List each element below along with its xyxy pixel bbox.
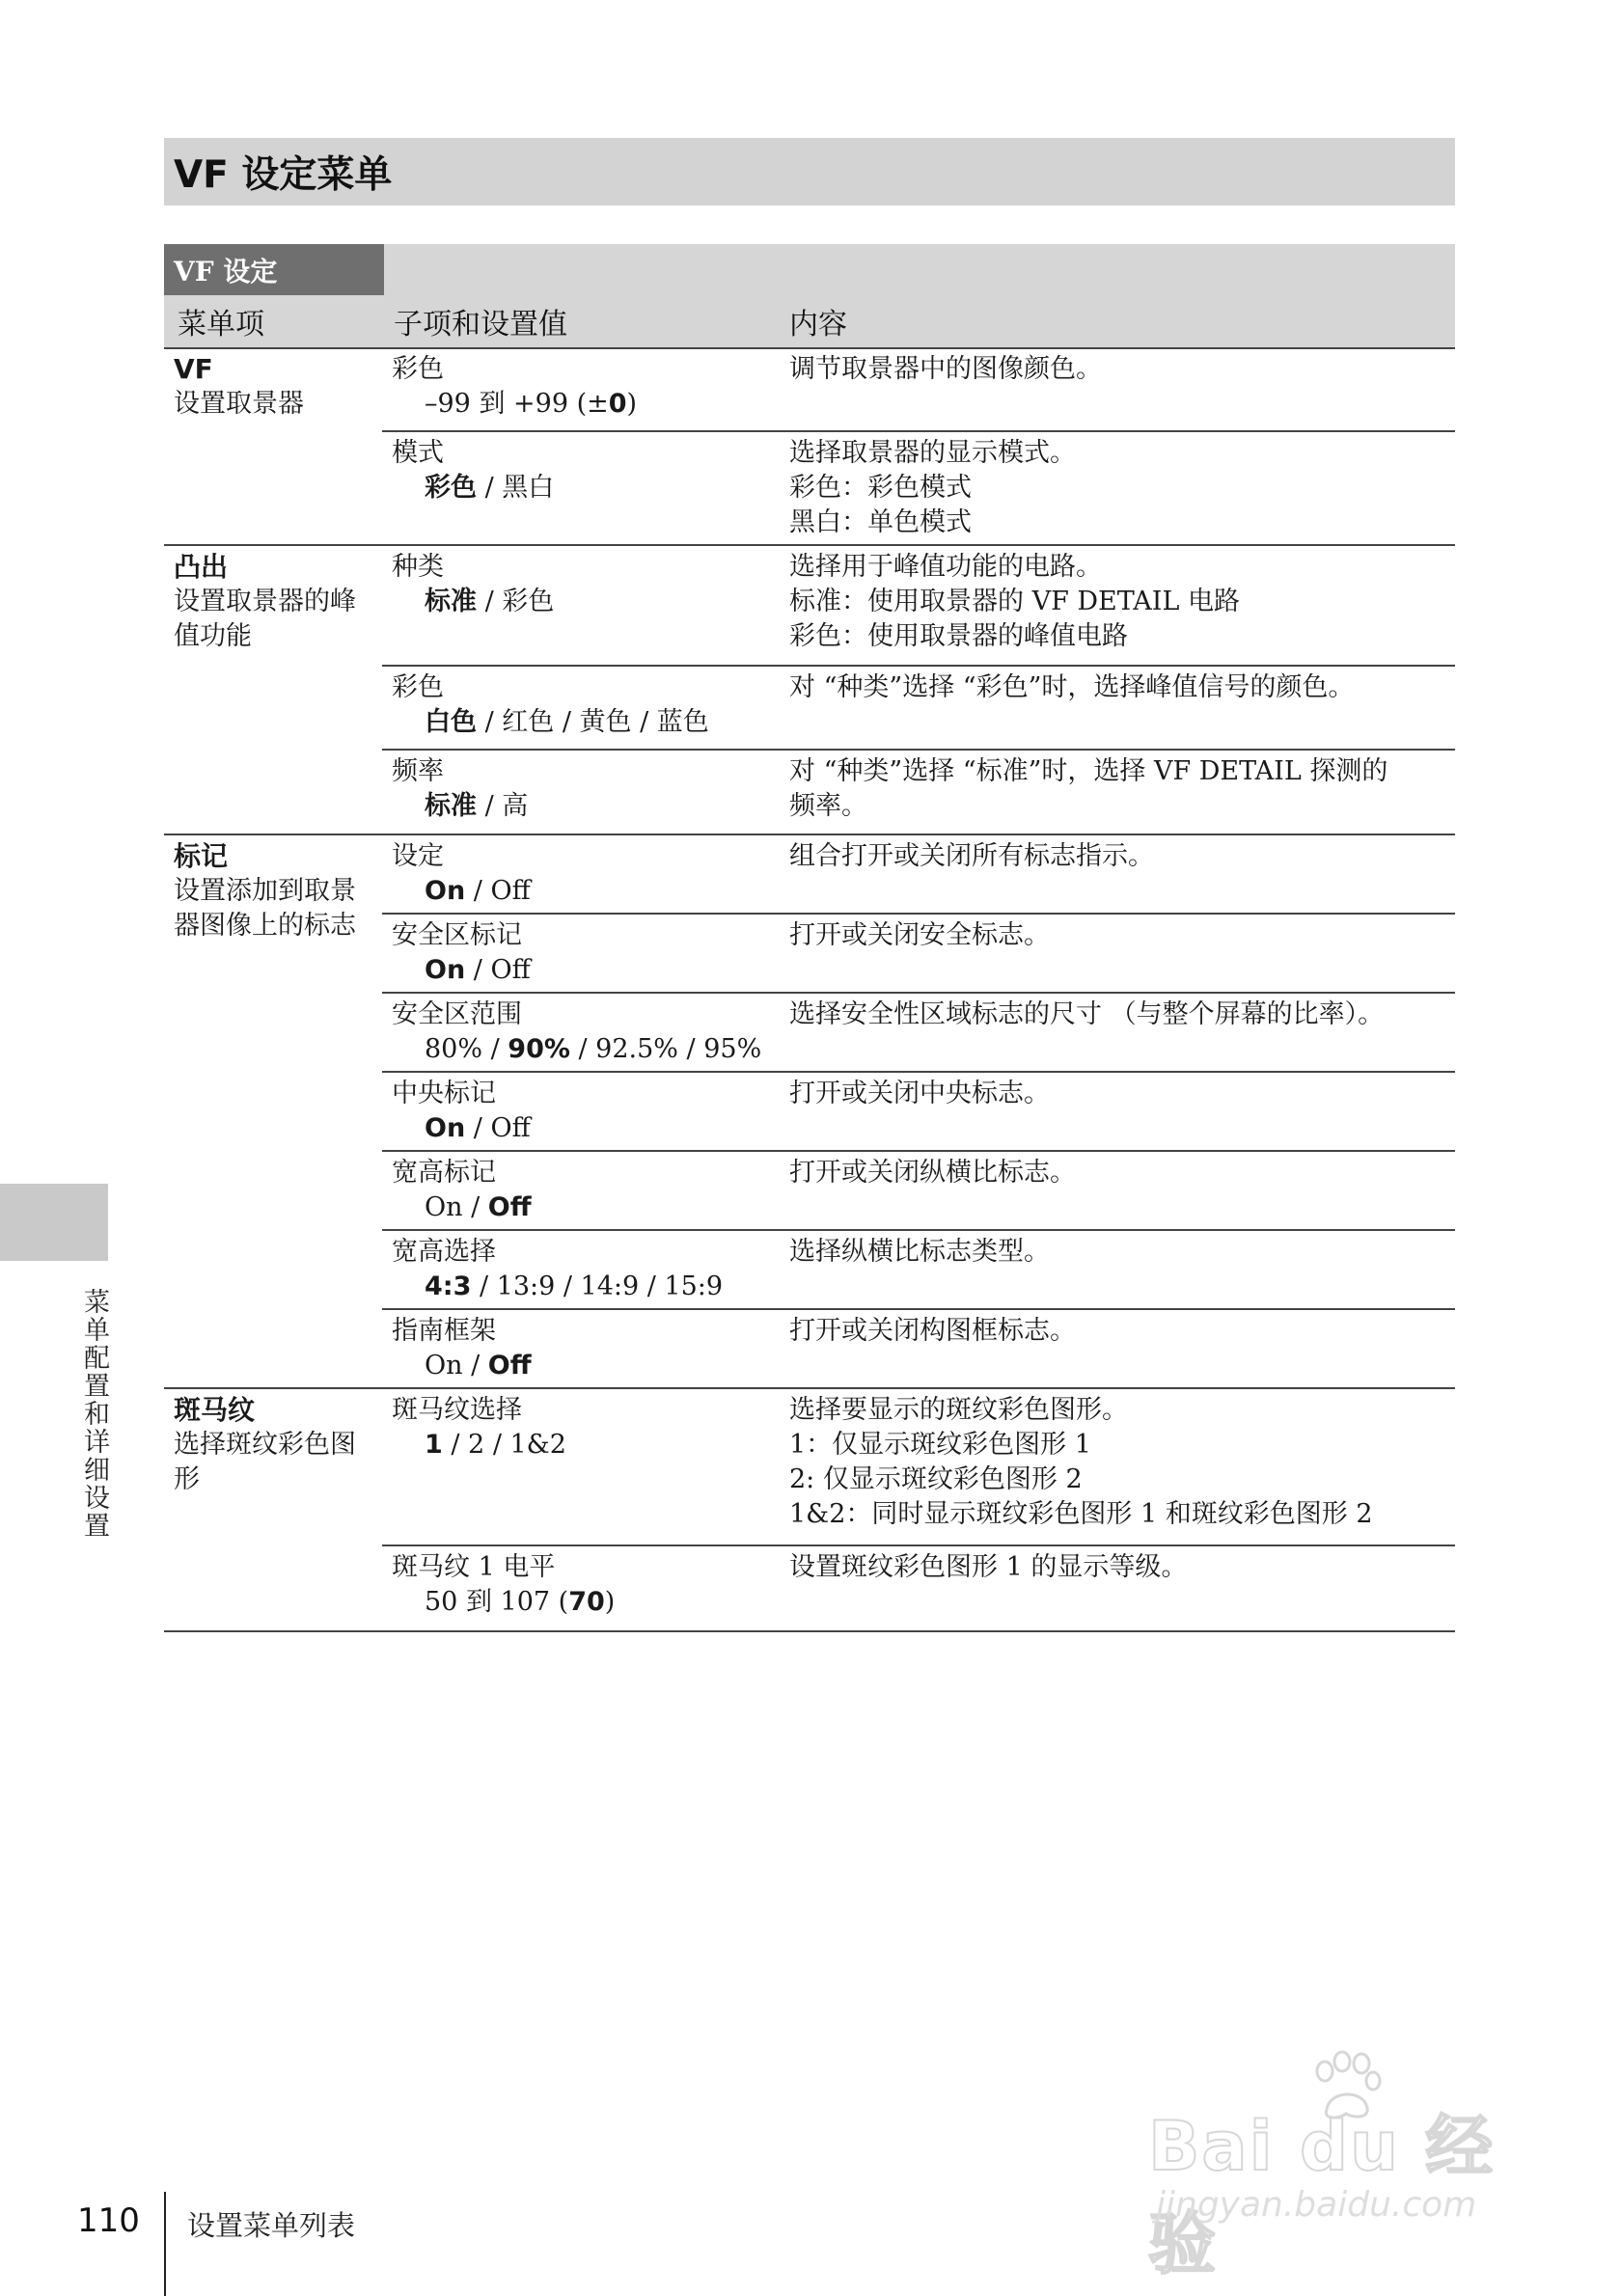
default-value: 标准 — [425, 587, 477, 616]
sub-item-label: 设定 — [392, 841, 444, 871]
default-value: Off — [487, 1351, 532, 1380]
content-line: 打开或关闭中央标志。 — [789, 1079, 1050, 1108]
content-line: 打开或关闭安全标志。 — [789, 920, 1050, 950]
column-header-content: 内容 — [789, 308, 847, 342]
menu-item-cell — [174, 550, 371, 654]
content-cell — [789, 1077, 1455, 1111]
menu-item-description: 设置取景器 — [174, 389, 304, 419]
content-cell — [789, 550, 1455, 654]
content-line: 组合打开或关闭所有标志指示。 — [789, 841, 1154, 871]
sub-item-cell — [392, 1550, 778, 1620]
sub-item-label: 宽高选择 — [392, 1237, 496, 1267]
page-number: 110 — [77, 2201, 140, 2240]
side-tab-label: 菜单配置和详细设置 — [79, 1288, 109, 1540]
sub-item-cell — [392, 436, 778, 506]
sub-item-label: 安全区标记 — [392, 920, 522, 950]
watermark-logo: Bai du 经验 — [1148, 2107, 1496, 2283]
default-value: On — [425, 876, 466, 906]
content-line: 设置斑纹彩色图形 1 的显示等级。 — [789, 1552, 1188, 1582]
side-tab-marker — [0, 1184, 108, 1261]
content-line: 频率。 — [789, 791, 867, 821]
content-line: 1：仅显示斑纹彩色图形 1 — [789, 1430, 1091, 1460]
group-divider — [164, 544, 1455, 546]
sub-item-label: 种类 — [392, 552, 444, 582]
menu-item-name: 凸出 — [174, 551, 229, 583]
page-title: VF 设定菜单 — [174, 153, 393, 197]
sub-item-cell — [392, 1156, 778, 1225]
content-line: 1&2：同时显示斑纹彩色图形 1 和斑纹彩色图形 2 — [789, 1499, 1373, 1529]
content-line: 选择取景器的显示模式。 — [789, 438, 1076, 468]
setting-values — [392, 789, 778, 824]
menu-item-description: 设置取景器的峰值功能 — [174, 587, 356, 651]
setting-values — [392, 585, 778, 619]
setting-values — [392, 387, 778, 422]
content-line: 黑白：单色模式 — [789, 507, 972, 537]
setting-value-text: / Off — [465, 955, 531, 985]
setting-values — [392, 1111, 778, 1146]
sub-item-label: 斑马纹 1 电平 — [392, 1552, 556, 1582]
setting-value-text: On / — [425, 1351, 488, 1380]
setting-value-text: / 红色 / 黄色 / 蓝色 — [477, 707, 709, 737]
section-tab: VF 设定 — [164, 244, 384, 295]
default-value: 0 — [608, 389, 627, 419]
content-line: 选择纵横比标志类型。 — [789, 1237, 1050, 1267]
content-cell — [789, 754, 1455, 824]
sub-item-cell — [392, 918, 778, 988]
content-line: 彩色：使用取景器的峰值电路 — [789, 621, 1128, 651]
menu-item-description: 设置添加到取景器图像上的标志 — [174, 876, 356, 941]
content-line: 彩色：彩色模式 — [789, 473, 972, 503]
sub-item-cell — [392, 670, 778, 740]
setting-value-text: / 92.5% / 95% — [569, 1034, 762, 1064]
content-cell — [789, 1550, 1455, 1585]
row-divider — [382, 1150, 1455, 1152]
menu-item-name: 标记 — [174, 840, 229, 872]
row-divider — [382, 749, 1455, 751]
content-cell — [789, 998, 1455, 1032]
setting-values — [392, 953, 778, 988]
content-cell — [789, 839, 1455, 874]
column-header-sub: 子项和设置值 — [394, 308, 567, 342]
row-divider — [382, 1229, 1455, 1231]
setting-value-text: / 高 — [477, 791, 529, 821]
setting-value-text: –99 到 +99 (± — [425, 389, 609, 419]
table-header — [164, 244, 1455, 347]
content-line: 选择安全性区域标志的尺寸 （与整个屏幕的比率）。 — [789, 999, 1385, 1029]
setting-values — [392, 1585, 778, 1620]
content-line: 对 “种类”选择 “标准”时，选择 VF DETAIL 探测的 — [789, 756, 1388, 786]
sub-item-cell — [392, 1314, 778, 1383]
sub-item-label: 中央标记 — [392, 1079, 496, 1108]
setting-values — [392, 1349, 778, 1383]
row-divider — [382, 992, 1455, 994]
menu-item-name: 斑马纹 — [174, 1394, 256, 1426]
header-divider — [164, 347, 1455, 349]
setting-value-text: 50 到 107 ( — [425, 1587, 569, 1617]
footer-rule — [164, 2192, 166, 2296]
setting-values — [392, 1032, 778, 1067]
sub-item-label: 安全区范围 — [392, 999, 522, 1029]
setting-value-text: ) — [626, 389, 638, 419]
default-value: 标准 — [425, 791, 477, 821]
default-value: On — [425, 1113, 466, 1143]
baidu-watermark — [1148, 2050, 1553, 2283]
sub-item-label: 彩色 — [392, 354, 444, 384]
content-line: 打开或关闭纵横比标志。 — [789, 1158, 1076, 1188]
content-line: 2: 仅显示斑纹彩色图形 2 — [789, 1464, 1083, 1494]
content-cell — [789, 352, 1455, 387]
content-line: 对 “种类”选择 “彩色”时，选择峰值信号的颜色。 — [789, 672, 1355, 702]
table-end-divider — [164, 1630, 1455, 1632]
default-value: 90% — [508, 1034, 570, 1064]
default-value: Off — [487, 1192, 532, 1222]
default-value: 70 — [568, 1587, 605, 1617]
setting-values — [392, 874, 778, 909]
sub-item-cell — [392, 352, 778, 422]
setting-values — [392, 705, 778, 740]
content-line: 选择用于峰值功能的电路。 — [789, 552, 1102, 582]
setting-value-text: 80% / — [425, 1034, 508, 1064]
setting-value-text: On / — [425, 1192, 488, 1222]
content-cell — [789, 1235, 1455, 1270]
default-value: 彩色 — [425, 473, 477, 503]
row-divider — [382, 1071, 1455, 1073]
setting-value-text: / 13:9 / 14:9 / 15:9 — [471, 1271, 724, 1301]
default-value: 1 — [425, 1430, 443, 1460]
row-divider — [382, 665, 1455, 667]
content-cell — [789, 1393, 1455, 1532]
menu-item-cell — [174, 839, 371, 943]
sub-item-cell — [392, 1235, 778, 1304]
row-divider — [382, 430, 1455, 432]
sub-item-cell — [392, 1077, 778, 1146]
sub-item-cell — [392, 754, 778, 824]
sub-item-cell — [392, 998, 778, 1067]
default-value: On — [425, 955, 466, 985]
setting-values — [392, 1270, 778, 1304]
sub-item-label: 频率 — [392, 756, 444, 786]
sub-item-label: 指南框架 — [392, 1316, 496, 1346]
content-line: 标准：使用取景器的 VF DETAIL 电路 — [789, 587, 1240, 616]
sub-item-cell — [392, 1393, 778, 1462]
menu-item-cell — [174, 352, 371, 422]
setting-value-text: / Off — [465, 1113, 531, 1143]
sub-item-label: 宽高标记 — [392, 1158, 496, 1188]
setting-value-text: / Off — [465, 876, 531, 906]
footer-section-title: 设置菜单列表 — [187, 2209, 356, 2242]
column-header-item: 菜单项 — [178, 308, 264, 342]
title-bar — [164, 138, 1455, 205]
setting-values — [392, 1190, 778, 1225]
watermark-url: jingyan.baidu.com — [1156, 2185, 1477, 2225]
content-cell — [789, 1314, 1455, 1349]
content-line: 调节取景器中的图像颜色。 — [789, 354, 1102, 384]
default-value: 白色 — [425, 707, 477, 737]
sub-item-cell — [392, 550, 778, 619]
content-cell — [789, 1156, 1455, 1190]
setting-value-text: / 黑白 — [477, 473, 555, 503]
setting-value-text: / 彩色 — [477, 587, 555, 616]
sub-item-label: 斑马纹选择 — [392, 1395, 522, 1425]
group-divider — [164, 1387, 1455, 1389]
setting-value-text: ) — [604, 1587, 616, 1617]
row-divider — [382, 1544, 1455, 1546]
setting-value-text: / 2 / 1&2 — [442, 1430, 566, 1460]
menu-item-description: 选择斑纹彩色图形 — [174, 1430, 356, 1494]
default-value: 4:3 — [425, 1271, 472, 1301]
setting-values — [392, 1428, 778, 1462]
content-cell — [789, 918, 1455, 953]
content-cell — [789, 436, 1455, 540]
menu-item-name: VF — [174, 353, 213, 385]
sub-item-label: 彩色 — [392, 672, 444, 702]
row-divider — [382, 913, 1455, 915]
setting-values — [392, 471, 778, 506]
content-cell — [789, 670, 1455, 705]
group-divider — [164, 834, 1455, 835]
content-line: 选择要显示的斑纹彩色图形。 — [789, 1395, 1128, 1425]
sub-item-cell — [392, 839, 778, 909]
content-line: 打开或关闭构图框标志。 — [789, 1316, 1076, 1346]
row-divider — [382, 1308, 1455, 1310]
sub-item-label: 模式 — [392, 438, 444, 468]
menu-item-cell — [174, 1393, 371, 1497]
